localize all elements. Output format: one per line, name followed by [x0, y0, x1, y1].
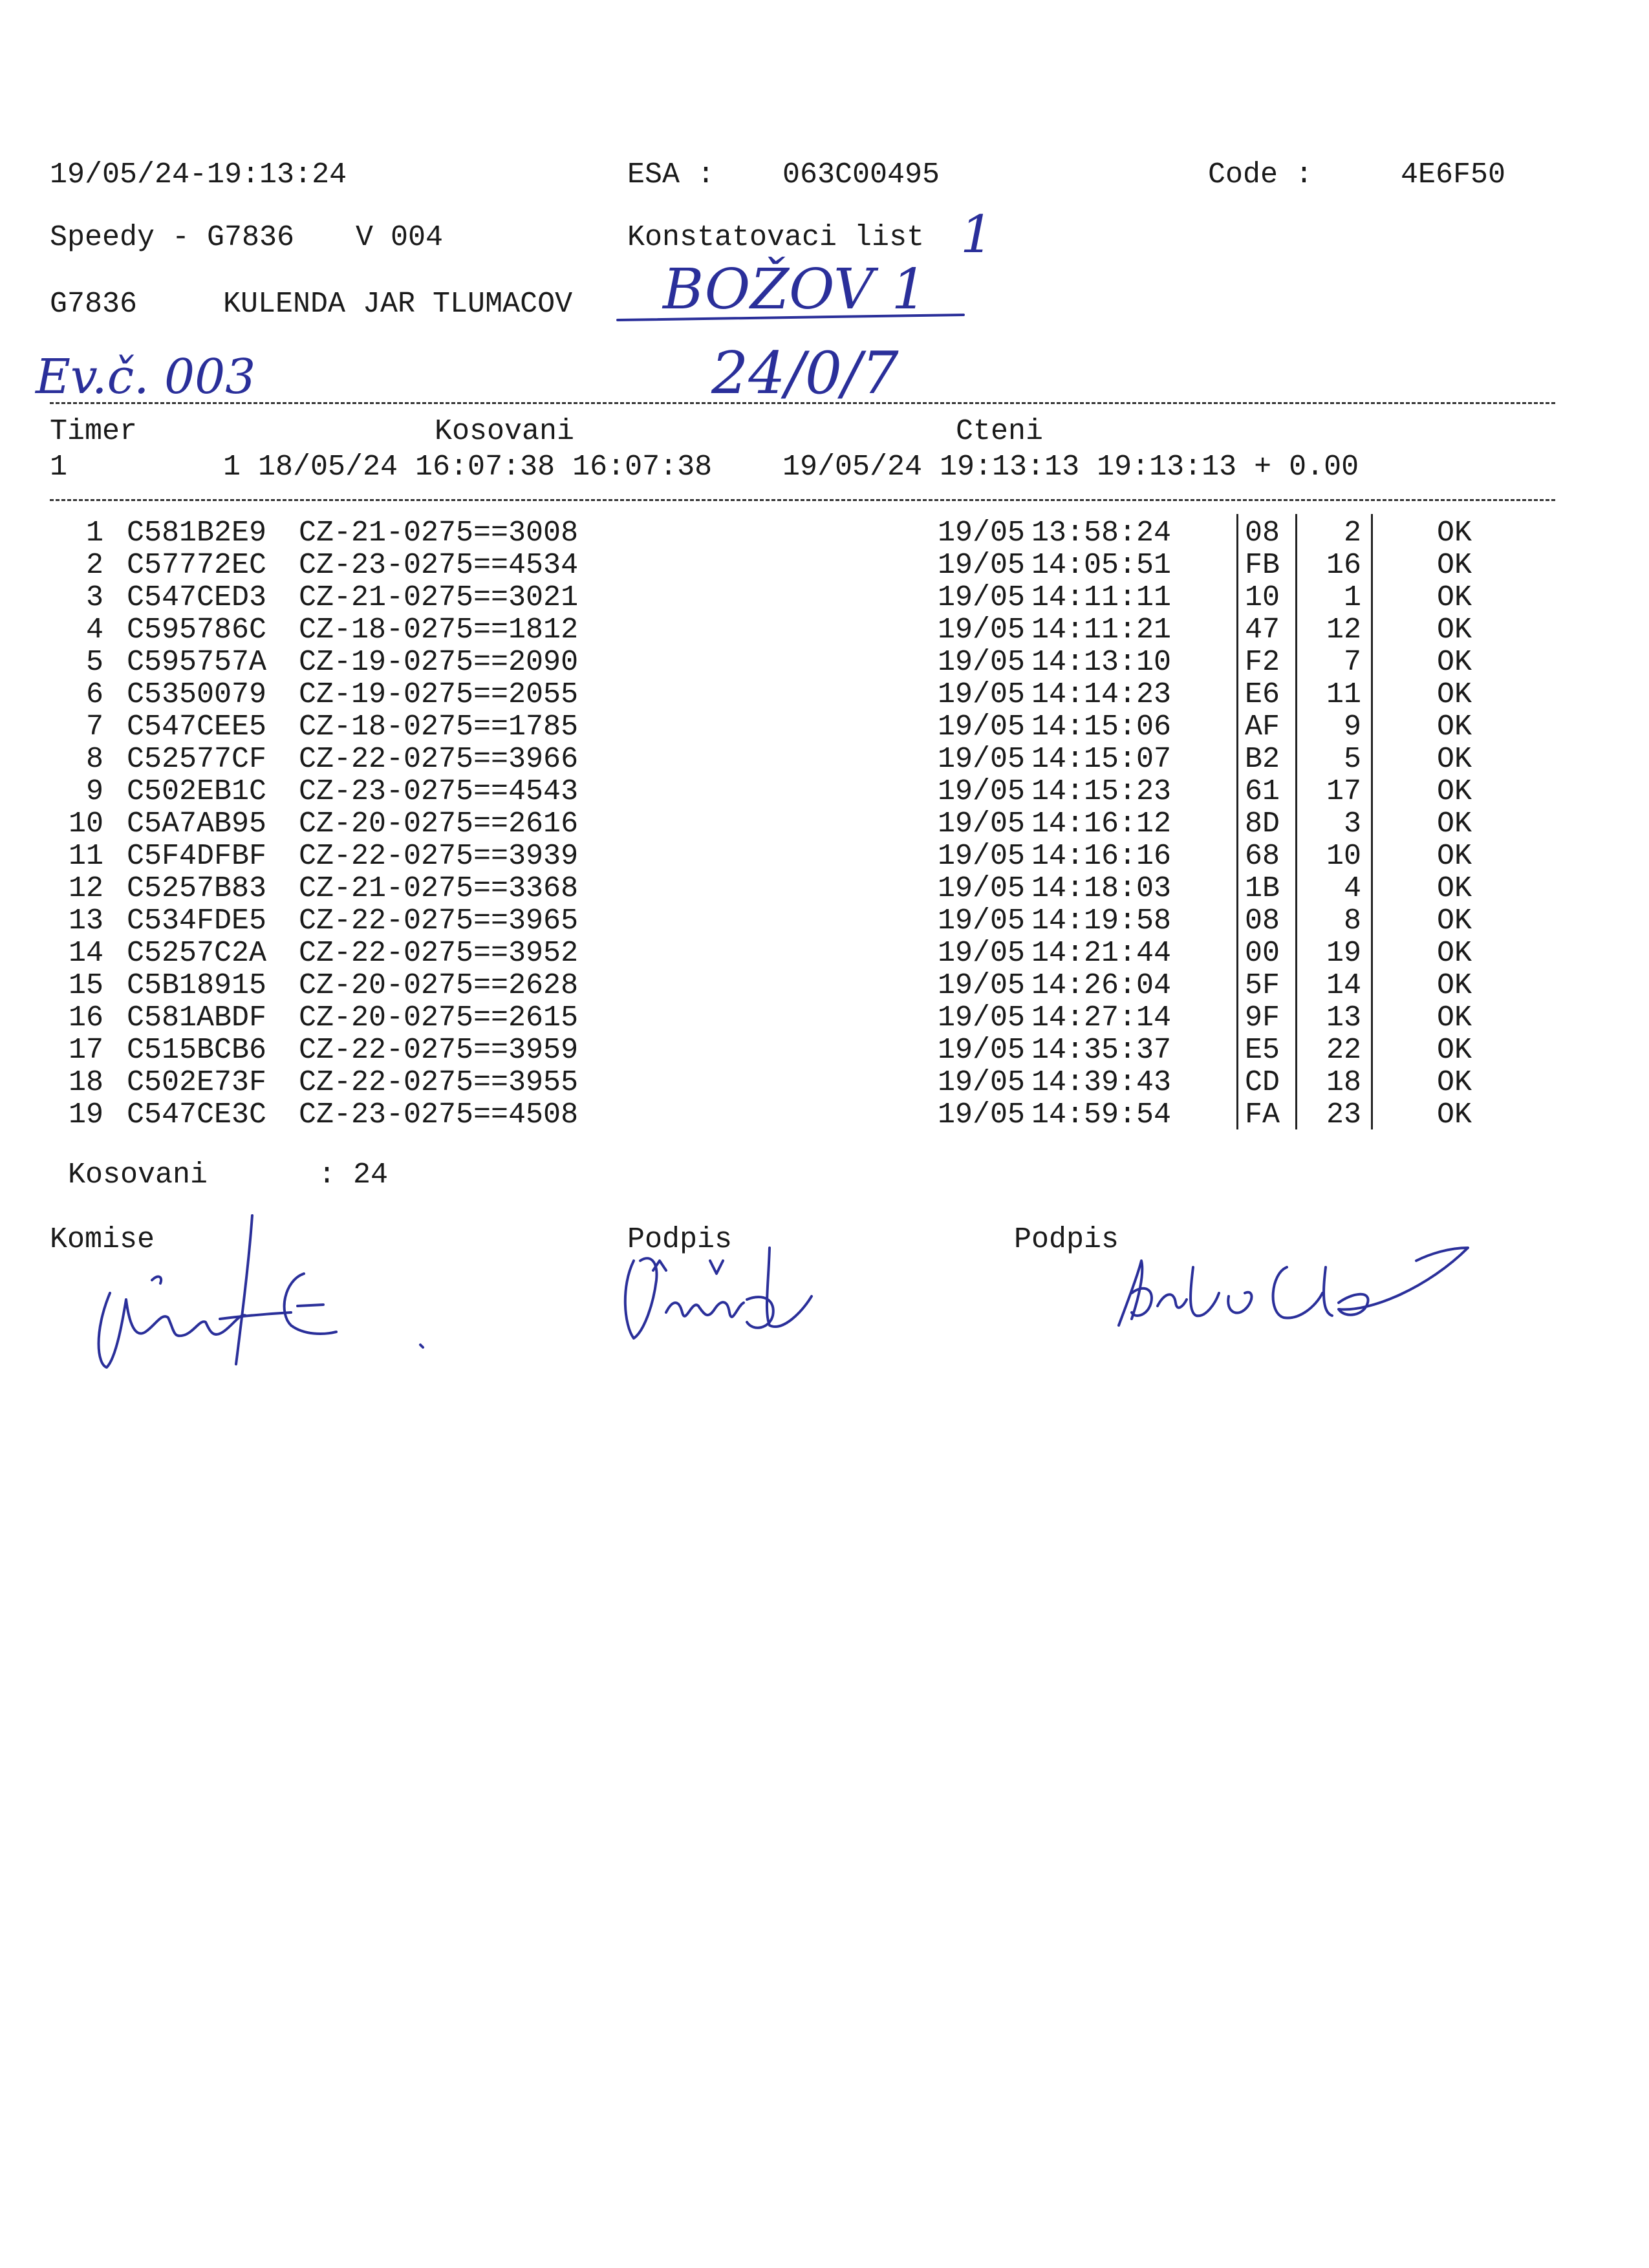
- position: 3: [1343, 808, 1361, 840]
- ring-number: CZ-18-0275==1785: [299, 711, 579, 744]
- check-code: 10: [1245, 581, 1280, 614]
- timer-label: Timer: [50, 415, 138, 448]
- svg-text:24/0/7: 24/0/7: [711, 339, 899, 407]
- arrival-date: 19/05: [938, 743, 1026, 776]
- row-number: 18: [68, 1066, 103, 1099]
- separator-line-top: [50, 402, 1555, 404]
- arrival-date: 19/05: [938, 872, 1026, 905]
- ring-chip-id: C595757A: [127, 646, 267, 679]
- position: 7: [1343, 646, 1361, 679]
- table-row: [0, 939, 1649, 971]
- ring-chip-id: C547CE3C: [127, 1098, 267, 1131]
- row-number: 11: [68, 840, 103, 873]
- table-row: [0, 615, 1649, 648]
- table-row: [0, 680, 1649, 712]
- row-number: 13: [68, 904, 103, 937]
- arrival-date: 19/05: [938, 775, 1026, 808]
- status-ok: OK: [1437, 872, 1472, 905]
- ring-number: CZ-18-0275==1812: [299, 614, 579, 647]
- ring-number: CZ-21-0275==3021: [299, 581, 579, 614]
- status-ok: OK: [1437, 969, 1472, 1002]
- ring-chip-id: C5257B83: [127, 872, 267, 905]
- svg-text:BOŽOV 1: BOŽOV 1: [663, 257, 927, 322]
- check-code: 8D: [1245, 808, 1280, 840]
- svg-text:Ev.č. 003: Ev.č. 003: [36, 349, 256, 405]
- ring-chip-id: C515BCB6: [127, 1034, 267, 1067]
- ring-chip-id: C547CED3: [127, 581, 267, 614]
- ring-chip-id: C581B2E9: [127, 517, 267, 550]
- arrival-time: 14:11:11: [1031, 581, 1172, 614]
- kosovani-timestamps: 1 18/05/24 16:07:38 16:07:38: [223, 451, 713, 484]
- ring-chip-id: C57772EC: [127, 549, 267, 582]
- status-ok: OK: [1437, 904, 1472, 937]
- ring-chip-id: C5B18915: [127, 969, 267, 1002]
- position: 22: [1326, 1034, 1361, 1067]
- arrival-time: 14:19:58: [1031, 904, 1172, 937]
- table-row: [0, 1036, 1649, 1068]
- ring-number: CZ-21-0275==3008: [299, 517, 579, 550]
- ring-number: CZ-19-0275==2090: [299, 646, 579, 679]
- position: 2: [1343, 517, 1361, 550]
- ring-chip-id: C5350079: [127, 678, 267, 711]
- row-number: 5: [85, 646, 103, 679]
- svg-text:1: 1: [960, 204, 993, 264]
- kosovani-header-label: Kosovani: [435, 415, 575, 448]
- arrival-time: 13:58:24: [1031, 517, 1172, 550]
- arrival-time: 14:15:23: [1031, 775, 1172, 808]
- handwritten-ev-number: [36, 336, 281, 407]
- row-number: 9: [85, 775, 103, 808]
- handwritten-list-number: [957, 204, 1015, 262]
- check-code: 00: [1245, 937, 1280, 970]
- status-ok: OK: [1437, 937, 1472, 970]
- check-code: FA: [1245, 1098, 1280, 1131]
- row-number: 6: [85, 678, 103, 711]
- arrival-time: 14:15:07: [1031, 743, 1172, 776]
- print-timestamp: 19/05/24-19:13:24: [50, 158, 347, 191]
- ring-number: CZ-19-0275==2055: [299, 678, 579, 711]
- arrival-time: 14:14:23: [1031, 678, 1172, 711]
- handwritten-date: [711, 330, 957, 407]
- position: 1: [1343, 581, 1361, 614]
- table-row: [0, 745, 1649, 777]
- row-number: 7: [85, 711, 103, 744]
- ring-number: CZ-20-0275==2628: [299, 969, 579, 1002]
- position: 18: [1326, 1066, 1361, 1099]
- arrival-time: 14:18:03: [1031, 872, 1172, 905]
- arrival-time: 14:16:16: [1031, 840, 1172, 873]
- code-value: 4E6F50: [1401, 158, 1506, 191]
- table-row: [0, 648, 1649, 680]
- table-row: [0, 1068, 1649, 1100]
- kosovani-total-label: Kosovani: [68, 1159, 208, 1192]
- ring-chip-id: C595786C: [127, 614, 267, 647]
- signature-podpis-2: [1093, 1228, 1474, 1351]
- table-row: [0, 809, 1649, 842]
- row-number: 15: [68, 969, 103, 1002]
- ring-number: CZ-22-0275==3959: [299, 1034, 579, 1067]
- check-code: E5: [1245, 1034, 1280, 1067]
- table-row: [0, 551, 1649, 583]
- arrival-date: 19/05: [938, 614, 1026, 647]
- check-code: 5F: [1245, 969, 1280, 1002]
- position: 23: [1326, 1098, 1361, 1131]
- ring-chip-id: C5257C2A: [127, 937, 267, 970]
- status-ok: OK: [1437, 614, 1472, 647]
- podpis-label-1: Podpis: [627, 1223, 733, 1256]
- ring-number: CZ-20-0275==2616: [299, 808, 579, 840]
- ring-number: CZ-22-0275==3939: [299, 840, 579, 873]
- komise-label: Komise: [50, 1223, 155, 1256]
- table-row: [0, 971, 1649, 1003]
- arrival-date: 19/05: [938, 549, 1026, 582]
- table-row: [0, 906, 1649, 939]
- row-number: 8: [85, 743, 103, 776]
- club-id: G7836: [50, 288, 138, 321]
- row-number: 2: [85, 549, 103, 582]
- check-code: 47: [1245, 614, 1280, 647]
- status-ok: OK: [1437, 678, 1472, 711]
- ring-number: CZ-23-0275==4543: [299, 775, 579, 808]
- table-row: [0, 777, 1649, 809]
- arrival-time: 14:27:14: [1031, 1001, 1172, 1034]
- check-code: 08: [1245, 517, 1280, 550]
- arrival-time: 14:13:10: [1031, 646, 1172, 679]
- check-code: 08: [1245, 904, 1280, 937]
- row-number: 16: [68, 1001, 103, 1034]
- separator-line-bottom: [50, 499, 1555, 501]
- check-code: F2: [1245, 646, 1280, 679]
- ring-chip-id: C547CEE5: [127, 711, 267, 744]
- arrival-date: 19/05: [938, 581, 1026, 614]
- row-number: 10: [68, 808, 103, 840]
- arrival-time: 14:16:12: [1031, 808, 1172, 840]
- arrival-date: 19/05: [938, 969, 1026, 1002]
- position: 19: [1326, 937, 1361, 970]
- table-row: [0, 519, 1649, 551]
- status-ok: OK: [1437, 1001, 1472, 1034]
- arrival-time: 14:05:51: [1031, 549, 1172, 582]
- check-code: FB: [1245, 549, 1280, 582]
- position: 8: [1343, 904, 1361, 937]
- status-ok: OK: [1437, 1034, 1472, 1067]
- table-row: [0, 874, 1649, 906]
- ring-number: CZ-21-0275==3368: [299, 872, 579, 905]
- ring-chip-id: C581ABDF: [127, 1001, 267, 1034]
- esa-value: 063C00495: [782, 158, 940, 191]
- arrival-date: 19/05: [938, 1034, 1026, 1067]
- ring-chip-id: C5F4DFBF: [127, 840, 267, 873]
- ring-chip-id: C5A7AB95: [127, 808, 267, 840]
- arrival-time: 14:39:43: [1031, 1066, 1172, 1099]
- signature-podpis-1: [614, 1235, 860, 1358]
- table-row: [0, 842, 1649, 874]
- arrival-time: 14:59:54: [1031, 1098, 1172, 1131]
- arrival-time: 14:26:04: [1031, 969, 1172, 1002]
- row-number: 1: [85, 517, 103, 550]
- arrival-date: 19/05: [938, 1001, 1026, 1034]
- check-code: 9F: [1245, 1001, 1280, 1034]
- check-code: B2: [1245, 743, 1280, 776]
- arrival-date: 19/05: [938, 646, 1026, 679]
- arrival-time: 14:11:21: [1031, 614, 1172, 647]
- ring-number: CZ-20-0275==2615: [299, 1001, 579, 1034]
- position: 17: [1326, 775, 1361, 808]
- ring-number: CZ-22-0275==3955: [299, 1066, 579, 1099]
- cteni-timestamps: 19/05/24 19:13:13 19:13:13 + 0.00: [782, 451, 1359, 484]
- ring-number: CZ-22-0275==3965: [299, 904, 579, 937]
- check-code: 61: [1245, 775, 1280, 808]
- arrival-date: 19/05: [938, 840, 1026, 873]
- arrival-date: 19/05: [938, 1066, 1026, 1099]
- status-ok: OK: [1437, 517, 1472, 550]
- row-number: 12: [68, 872, 103, 905]
- status-ok: OK: [1437, 775, 1472, 808]
- status-ok: OK: [1437, 1098, 1472, 1131]
- device-name: Speedy - G7836: [50, 221, 295, 254]
- status-ok: OK: [1437, 646, 1472, 679]
- row-number: 14: [68, 937, 103, 970]
- ring-number: CZ-23-0275==4534: [299, 549, 579, 582]
- esa-label: ESA :: [627, 158, 715, 191]
- arrival-date: 19/05: [938, 517, 1026, 550]
- cteni-header-label: Cteni: [956, 415, 1044, 448]
- code-label: Code :: [1208, 158, 1313, 191]
- list-label: Konstatovaci list: [627, 221, 925, 254]
- position: 10: [1326, 840, 1361, 873]
- club-name: KULENDA JAR TLUMACOV: [223, 288, 573, 321]
- arrival-time: 14:35:37: [1031, 1034, 1172, 1067]
- check-code: 1B: [1245, 872, 1280, 905]
- status-ok: OK: [1437, 711, 1472, 744]
- arrival-date: 19/05: [938, 904, 1026, 937]
- check-code: AF: [1245, 711, 1280, 744]
- check-code: E6: [1245, 678, 1280, 711]
- row-number: 3: [85, 581, 103, 614]
- row-number: 19: [68, 1098, 103, 1131]
- device-version: V 004: [356, 221, 444, 254]
- ring-number: CZ-23-0275==4508: [299, 1098, 579, 1131]
- handwritten-place: [611, 255, 973, 333]
- check-code: 68: [1245, 840, 1280, 873]
- ring-number: CZ-22-0275==3952: [299, 937, 579, 970]
- arrival-date: 19/05: [938, 808, 1026, 840]
- check-code: CD: [1245, 1066, 1280, 1099]
- arrival-date: 19/05: [938, 937, 1026, 970]
- status-ok: OK: [1437, 1066, 1472, 1099]
- position: 13: [1326, 1001, 1361, 1034]
- status-ok: OK: [1437, 808, 1472, 840]
- position: 11: [1326, 678, 1361, 711]
- status-ok: OK: [1437, 743, 1472, 776]
- arrival-time: 14:21:44: [1031, 937, 1172, 970]
- status-ok: OK: [1437, 581, 1472, 614]
- arrival-time: 14:15:06: [1031, 711, 1172, 744]
- table-row: [0, 1100, 1649, 1133]
- ring-chip-id: C52577CF: [127, 743, 267, 776]
- ring-chip-id: C534FDE5: [127, 904, 267, 937]
- status-ok: OK: [1437, 840, 1472, 873]
- arrival-date: 19/05: [938, 1098, 1026, 1131]
- ring-chip-id: C502EB1C: [127, 775, 267, 808]
- position: 5: [1343, 743, 1361, 776]
- position: 9: [1343, 711, 1361, 744]
- table-row: [0, 583, 1649, 615]
- ring-number: CZ-22-0275==3966: [299, 743, 579, 776]
- table-row: [0, 712, 1649, 745]
- signature-komise: [91, 1203, 453, 1390]
- position: 12: [1326, 614, 1361, 647]
- arrival-date: 19/05: [938, 678, 1026, 711]
- row-number: 4: [85, 614, 103, 647]
- table-row: [0, 1003, 1649, 1036]
- ring-chip-id: C502E73F: [127, 1066, 267, 1099]
- timer-value: 1: [50, 451, 68, 484]
- status-ok: OK: [1437, 549, 1472, 582]
- position: 16: [1326, 549, 1361, 582]
- position: 14: [1326, 969, 1361, 1002]
- kosovani-total-value: : 24: [318, 1159, 389, 1192]
- arrival-date: 19/05: [938, 711, 1026, 744]
- podpis-label-2: Podpis: [1014, 1223, 1119, 1256]
- position: 4: [1343, 872, 1361, 905]
- row-number: 17: [68, 1034, 103, 1067]
